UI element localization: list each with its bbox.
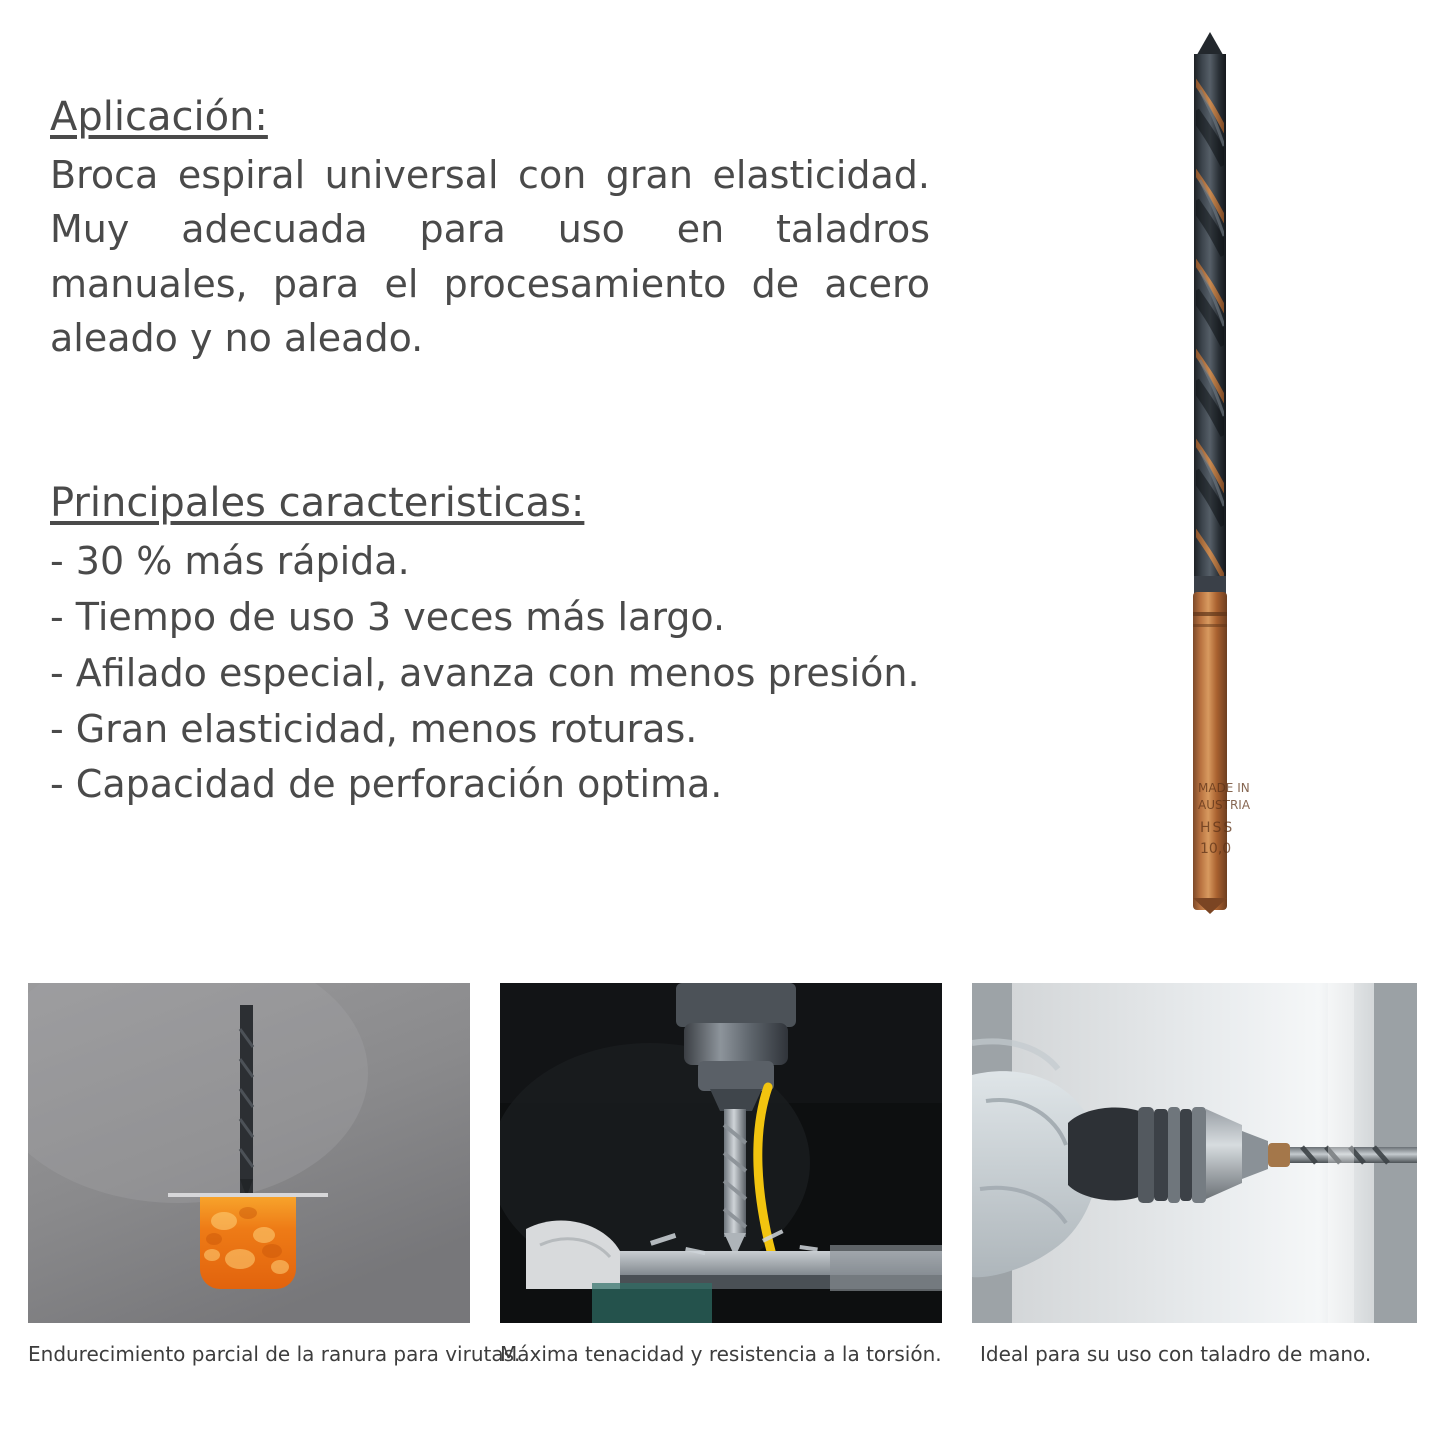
application-text [50, 148, 930, 365]
application-line-2: Muy adecuada para uso en taladros [50, 207, 930, 252]
engraving-line: MADE IN [1198, 781, 1250, 795]
drill-bit-illustration [1120, 20, 1340, 940]
product-image [1120, 20, 1340, 940]
photo-hardened-flute [28, 983, 470, 1323]
photo-torsion-resistance [500, 983, 942, 1323]
photo-caption: Máxima tenacidad y resistencia a la torsión. [500, 1342, 942, 1366]
shank-ring [1193, 624, 1227, 627]
shank-ring [1193, 612, 1227, 616]
photo-caption: Endurecimiento parcial de la ranura para virutas. [28, 1342, 521, 1366]
photo-card-hand-drill [972, 983, 1417, 1366]
engraving-line: AUSTRIA [1198, 798, 1251, 812]
engraving-line: 10,0 [1200, 841, 1232, 857]
application-line-3: manuales, para el procesamiento de acero [50, 261, 930, 306]
feature-item: - Capacidad de perforación optima. [50, 762, 723, 807]
engraving-line: HSS [1200, 820, 1235, 836]
feature-item: - 30 % más rápida. [50, 539, 410, 583]
feature-item: - Gran elasticidad, menos roturas. [50, 706, 698, 751]
features-section [50, 478, 970, 813]
application-heading: Aplicación: [50, 94, 268, 140]
photo-caption: Ideal para su uso con taladro de mano. [980, 1342, 1372, 1366]
features-list [50, 534, 970, 813]
photo-card-torsion [500, 983, 942, 1366]
application-line-4: aleado y no aleado. [50, 315, 424, 360]
feature-item: - Tiempo de uso 3 veces más largo. [50, 594, 726, 639]
drill-shank [1193, 592, 1227, 910]
application-line-1: Broca espiral universal con gran elasticidad. [50, 153, 930, 197]
features-heading: Principales caracteristicas: [50, 480, 585, 526]
photo-hand-drill [972, 983, 1417, 1323]
photo-card-hardened-flute [28, 983, 521, 1366]
application-section [50, 92, 940, 365]
feature-item: - Afilado especial, avanza con menos presión. [50, 650, 920, 695]
photo-strip [0, 983, 1445, 1383]
